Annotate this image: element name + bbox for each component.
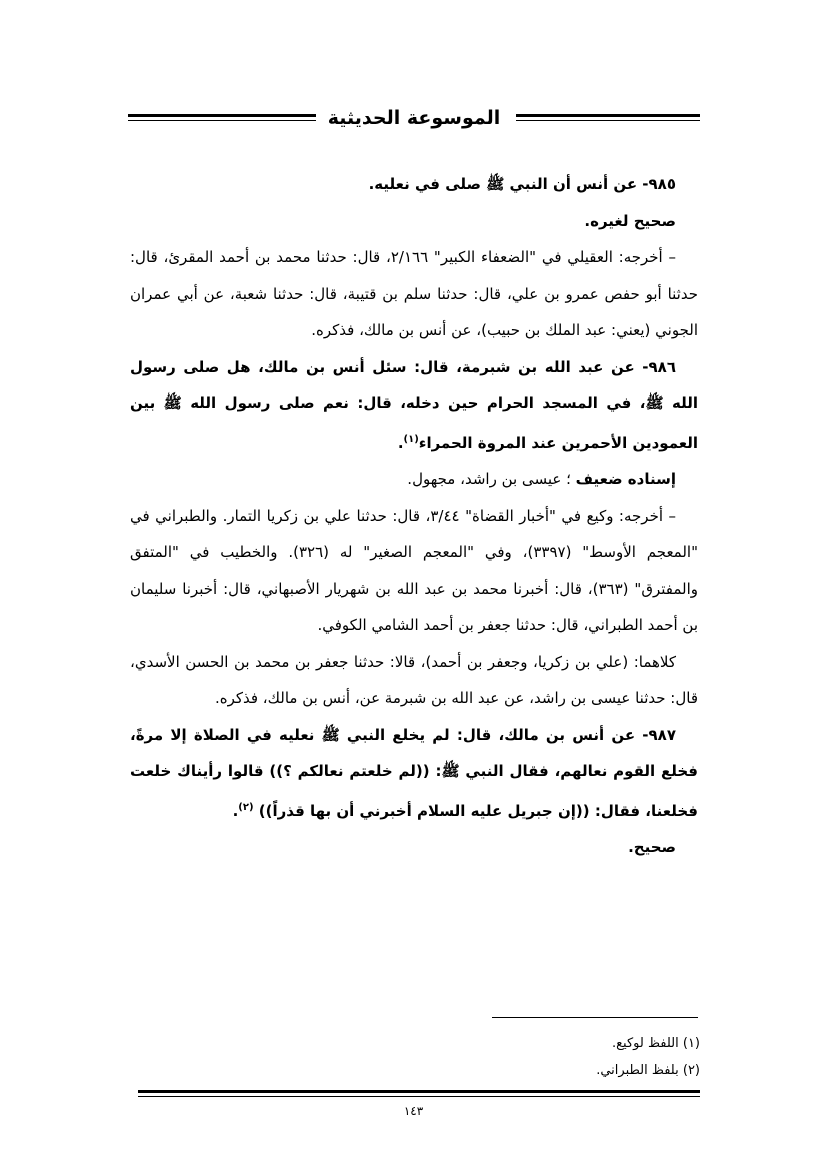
footnote-separator <box>492 1017 698 1018</box>
takhrij-986-continued: كلاهما: (علي بن زكريا، وجعفر بن أحمد)، قالا: حدثنا جعفر بن محمد بن الحسن الأسدي، قال: حدثنا عيسى بن راشد، عن عبد الله بن شبرمة عن، أنس بن مالك، فذكره. <box>130 652 698 707</box>
grade-986-label: إسناده ضعيف <box>575 470 676 488</box>
footnotes <box>400 1030 700 1084</box>
hadith-987: ٩٨٧- عن أنس بن مالك، قال: لم يخلع النبي ﷺ نعليه في الصلاة إلا مرةً، فخلع القوم نعالهم، فقال النبي ﷺ: ((لم خلعتم نعالكم ؟)) قالوا رأيناك خلعت فخلعنا، فقال: ((إن جبريل عليه السلام أخبرني أن بها قذراً)) $^{(٢)}$. <box>130 725 698 820</box>
takhrij-986: – أخرجه: وكيع في "أخبار القضاة" ٣/٤٤، قال: حدثنا علي بن زكريا التمار. والطبراني في "المعجم الأوسط" (٣٣٩٧)، وفي "المعجم الصغير" له (٣٢٦). والخطيب في "المتفق والمفترق" (٣٦٣)، قال: أخبرنا محمد بن عبد الله بن شهريار الأصبهاني، قال: أخبرنا سليمان بن أحمد الطبراني، قال: حدثنا جعفر بن أحمد الشامي الكوفي. <box>130 506 699 634</box>
hadith-986-text: ٩٨٦- عن عبد الله بن شبرمة، قال: سئل أنس بن مالك، هل صلى رسول الله ﷺ، في المسجد الحرام حين دخله، قال: نعم صلى رسول الله ﷺ بين العمودين الأحمرين عند المروة الحمراء <box>130 357 698 452</box>
grade-987: صحيح. <box>628 838 676 856</box>
footnote-2: (٢) بلفظ الطبراني. <box>596 1063 700 1078</box>
grade-986-reason: ؛ عيسى بن راشد، مجهول. <box>407 470 571 488</box>
hadith-985: ٩٨٥- عن أنس أن النبي ﷺ صلى في نعليه. <box>368 175 676 193</box>
takhrij-985: – أخرجه: العقيلي في "الضعفاء الكبير" ٢/١٦٦، قال: حدثنا محمد بن أحمد المقرئ، قال: حدثنا أبو حفص عمرو بن علي، قال: حدثنا سلم بن قتيبة، قال: حدثنا شعبة، عن أبي عمران الجوني (يعني: عبد الملك بن حبيب)، عن أنس بن مالك، فذكره. <box>130 248 698 339</box>
page-number: ١٤٣ <box>403 1104 424 1118</box>
footer-rule <box>138 1090 700 1097</box>
grade-985: صحيح لغيره. <box>584 211 676 230</box>
page-body <box>130 166 698 866</box>
header-title: الموسوعة الحديثية <box>128 104 700 132</box>
footnote-ref-1: (١) <box>403 433 419 445</box>
hadith-986: ٩٨٦- عن عبد الله بن شبرمة، قال: سئل أنس بن مالك، هل صلى رسول الله ﷺ، في المسجد الحرام حين دخله، قال: نعم صلى رسول الله ﷺ بين العمودين الأحمرين عند المروة الحمراء$^{(١)}$. <box>130 357 698 452</box>
page-header <box>128 104 700 134</box>
footnote-1: (١) اللفظ لوكيع. <box>611 1036 700 1051</box>
hadith-987-text: ٩٨٧- عن أنس بن مالك، قال: لم يخلع النبي ﷺ نعليه في الصلاة إلا مرةً، فخلع القوم نعالهم، فقال النبي ﷺ: ((لم خلعتم نعالكم ؟)) قالوا رأيناك خلعت فخلعنا، فقال: ((إن جبريل عليه السلام أخبرني أن بها قذراً)) <box>130 725 698 820</box>
footnote-ref-2: (٢) <box>238 801 254 813</box>
grade-986 <box>130 461 698 498</box>
